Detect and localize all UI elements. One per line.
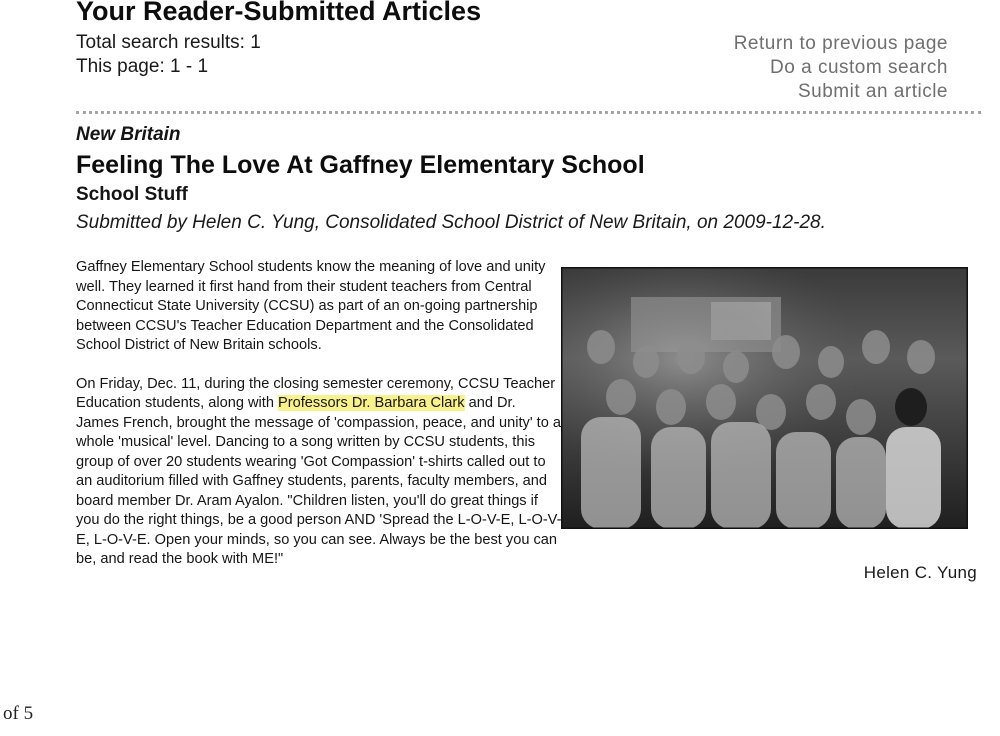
custom-search-link[interactable]: Do a custom search xyxy=(770,57,948,78)
article-paragraph-2 xyxy=(76,375,562,570)
article-paragraph-1: Gaffney Elementary School students know the meaning of love and unity well. They learned it first hand from their student teachers from Central Connecticut State University (CCSU) as part of an on-going partnership between CCSU's Teacher Education Department and the Consolidated School District of New Britain schools. xyxy=(76,259,546,353)
article-photo xyxy=(561,267,968,529)
page-header xyxy=(76,0,981,120)
crowd-photo-illustration xyxy=(561,267,968,529)
header-divider xyxy=(76,111,981,114)
article-category: School Stuff xyxy=(76,184,188,205)
article-body xyxy=(76,258,562,589)
submit-article-link[interactable]: Submit an article xyxy=(797,81,948,102)
paragraph-2-end: and Dr. James French, brought the message of 'compassion, peace, and unity' to a whole 'musical' level. Dancing to a song written by CCSU students, this group of over 20 students wearing 'Got Compassion' t-shirts called out to an auditorium filled with Gaffney students, parents, faculty members, and board member Dr. Aram Ayalon. "Children listen, you'll do great things if you do the right things, be a good person AND 'Spread the L-O-V-E, L-O-V-E, L-O-V-E. Open your minds, so you can see. Always be the best you can be, and read the book with ME!" xyxy=(76,395,562,567)
site-title: Your Reader-Submitted Articles xyxy=(76,0,482,26)
header-nav xyxy=(734,32,948,104)
article-location: New Britain xyxy=(76,124,181,145)
return-previous-link[interactable]: Return to previous page xyxy=(733,33,948,54)
highlighted-text: Professors Dr. Barbara Clark xyxy=(278,395,465,411)
article-title: Feeling The Love At Gaffney Elementary School xyxy=(76,151,645,179)
total-results: Total search results: 1 xyxy=(76,32,261,53)
article-byline: Submitted by Helen C. Yung, Consolidated School District of New Britain, on 2009-12-28. xyxy=(76,212,826,233)
page-count: of 5 xyxy=(3,703,34,724)
paragraph-2-start: On Friday, Dec. 11, during the closing semester ceremony, CCSU Teacher Education students, along with xyxy=(76,375,556,411)
page-range: This page: 1 - 1 xyxy=(76,56,209,77)
photo-caption: Helen C. Yung xyxy=(863,563,977,582)
article-header xyxy=(76,122,986,236)
